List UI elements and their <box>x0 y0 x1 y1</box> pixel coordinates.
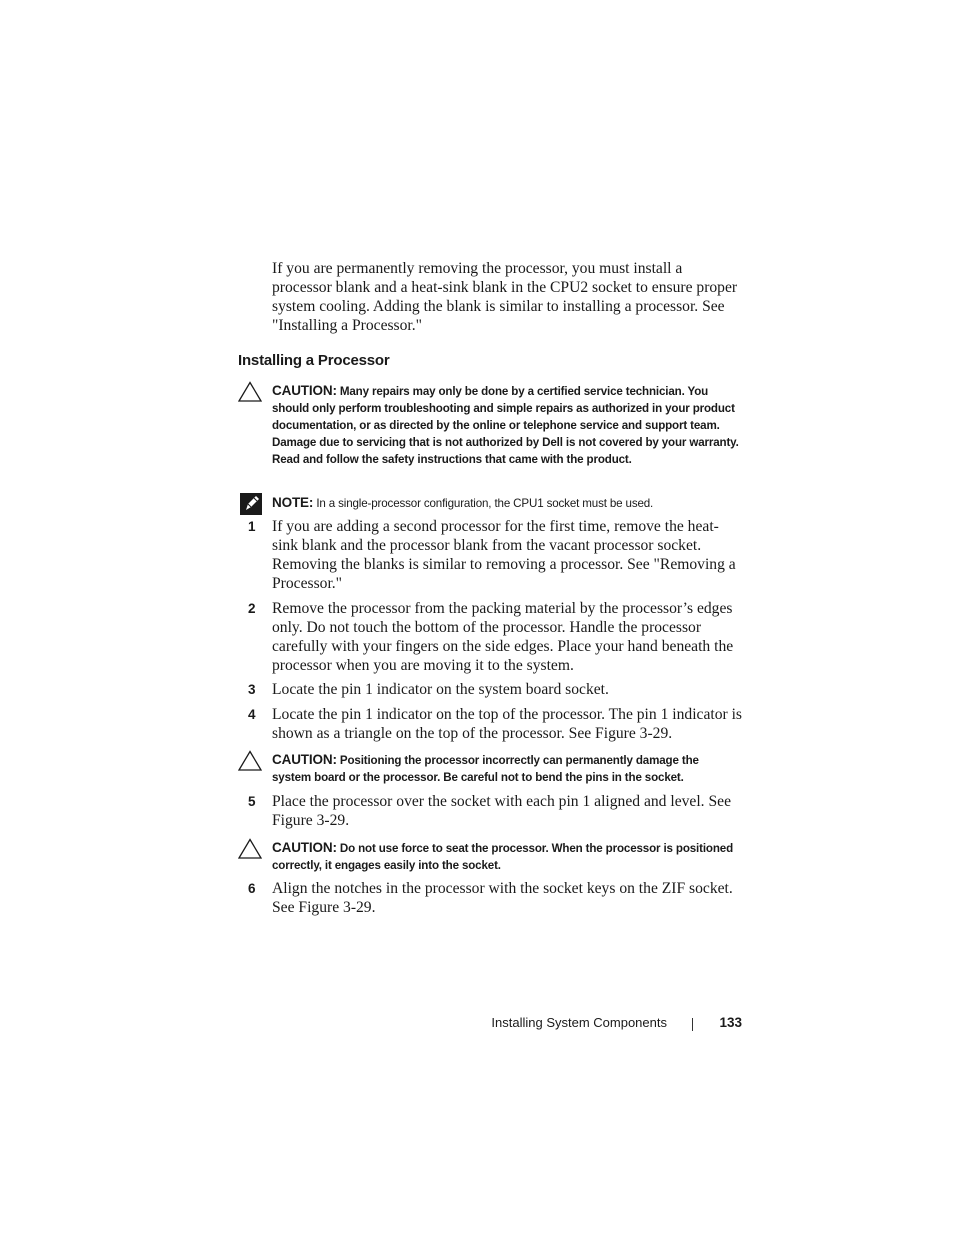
caution-icon <box>238 838 262 859</box>
note-notice-1 <box>272 494 740 512</box>
step-number: 3 <box>248 682 256 697</box>
step-number: 4 <box>248 707 256 722</box>
caution-notice-3 <box>272 839 740 874</box>
caution-text: Do not use force to seat the processor. When the processor is positioned correctly, it engages easily into the socket. <box>272 842 733 872</box>
step-text: Align the notches in the processor with the socket keys on the ZIF socket. See Figure 3-29. <box>272 880 733 916</box>
caution-icon <box>238 750 262 771</box>
step-text: Place the processor over the socket with each pin 1 aligned and level. See Figure 3-29. <box>272 793 731 829</box>
caution-text: Positioning the processor incorrectly can permanently damage the system board or the processor. Be careful not to bend the pins in the socket. <box>272 754 699 784</box>
step-text: Remove the processor from the packing material by the processor’s edges only. Do not touch the bottom of the processor. Handle the processor carefully with your fingers on the side edges. Place your hand beneath the processor when you are moving it to the system. <box>272 600 734 674</box>
section-heading: Installing a Processor <box>238 352 390 369</box>
caution-notice-1 <box>272 382 740 468</box>
caution-label: CAUTION: <box>272 840 337 855</box>
intro-paragraph: If you are permanently removing the processor, you must install a processor blank and a heat-sink blank in the CPU2 socket to ensure proper system cooling. Adding the blank is similar to installing a processor. See "Installing a Processor." <box>272 260 738 334</box>
step-number: 2 <box>248 601 256 616</box>
step-number: 1 <box>248 519 256 534</box>
step-number: 6 <box>248 881 256 896</box>
caution-text: Many repairs may only be done by a certified service technician. You should only perform troubleshooting and simple repairs as authorized in your product documentation, or as directed by the online or telephone service and support team. Damage due to servicing that is not authorized by Dell is not covered by your warranty. Read and follow the safety instructions that came with the product. <box>272 385 739 466</box>
note-text: In a single-processor configuration, the CPU1 socket must be used. <box>316 497 654 510</box>
footer-section-title: Installing System Components <box>491 1015 667 1030</box>
caution-icon <box>238 381 262 402</box>
step-text: Locate the pin 1 indicator on the top of the processor. The pin 1 indicator is shown as a triangle on the top of the processor. See Figure 3-29. <box>272 706 743 742</box>
caution-label: CAUTION: <box>272 383 337 398</box>
footer-separator <box>692 1018 693 1031</box>
step-number: 5 <box>248 794 256 809</box>
step-text: Locate the pin 1 indicator on the system board socket. <box>272 681 609 698</box>
step-text: If you are adding a second processor for the first time, remove the heat-sink blank and the processor blank from the vacant processor socket. Removing the blanks is similar to removing a processor. See "Removing a Processor." <box>272 518 736 592</box>
caution-label: CAUTION: <box>272 752 337 767</box>
note-pencil-icon <box>240 493 262 515</box>
page-number: 133 <box>719 1015 742 1030</box>
caution-notice-2 <box>272 751 740 786</box>
note-label: NOTE: <box>272 495 314 510</box>
